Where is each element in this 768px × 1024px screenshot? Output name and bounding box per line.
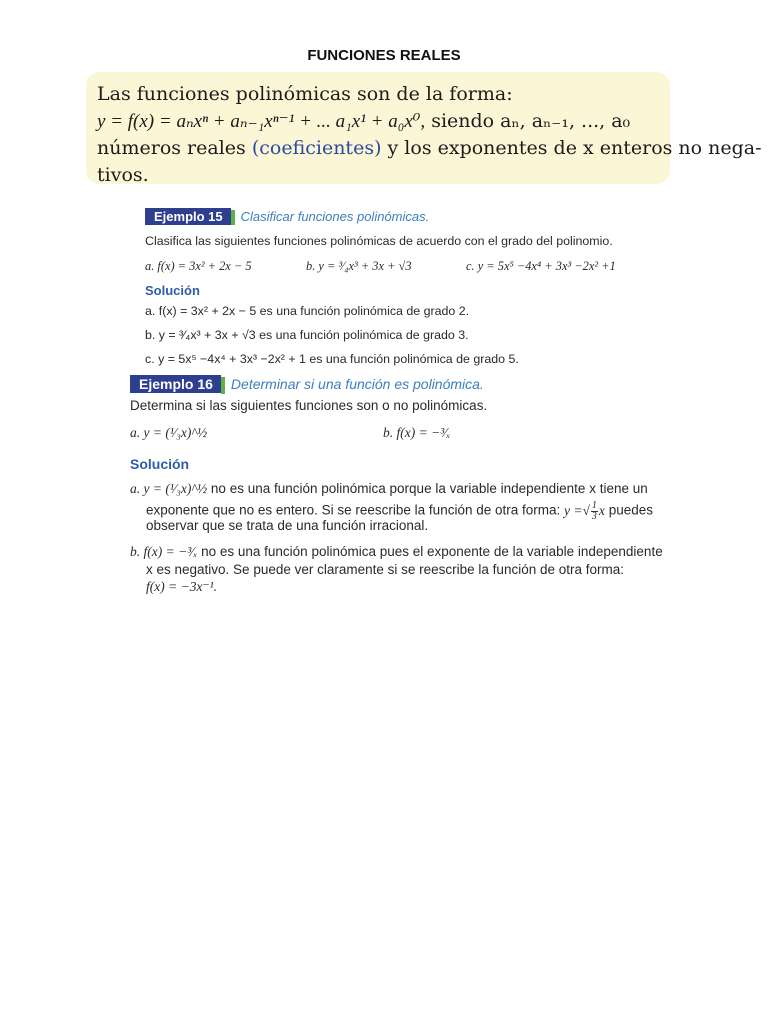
example16-solution-a-formula: a. y = (¹⁄₃x)^½ xyxy=(130,481,208,496)
page-title: FUNCIONES REALES xyxy=(307,47,461,64)
example16-item-b: b. f(x) = −³⁄ₓ xyxy=(383,425,451,440)
definition-formula: y = f(x) = aₙxⁿ + aₙ₋₁xⁿ⁻¹ + ... a₁x¹ + a₀x⁰, xyxy=(97,111,426,132)
example16-header xyxy=(130,375,484,394)
example16-solution-b-line1 xyxy=(130,544,663,560)
example16-solution-b-line3: f(x) = −3x⁻¹. xyxy=(146,579,217,594)
example16-item-a: a. y = (¹⁄₃x)^½ xyxy=(130,425,208,440)
example16-solution-a-text2: exponente que no es entero. Si se reescribe la función de otra forma: xyxy=(146,502,561,518)
example15-accent xyxy=(231,210,235,225)
definition-exponents: y los exponentes de x enteros no nega- xyxy=(387,137,762,159)
example15-item-b: b. y = ³⁄₄x³ + 3x + √3 xyxy=(306,259,412,273)
example15-solution-label: Solución xyxy=(145,283,200,298)
example16-solution-a-text: no es una función polinómica porque la variable independiente x tiene un xyxy=(210,481,648,496)
example16-solution-a-tail: puedes xyxy=(608,502,653,518)
example15-solution-c: c. y = 5x⁵ −4x⁴ + 3x³ −2x² + 1 es una función polinómica de grado 5. xyxy=(145,352,519,366)
example15-subtitle: Clasificar funciones polinómicas. xyxy=(240,209,430,224)
example16-solution-label: Solución xyxy=(130,456,190,472)
definition-tail: siendo aₙ, aₙ₋₁, ..., a₀ xyxy=(431,110,631,132)
definition-box xyxy=(86,72,762,186)
example15-item-a: a. f(x) = 3x² + 2x − 5 xyxy=(145,259,252,273)
definition-line-1: Las funciones polinómicas son de la forma: xyxy=(97,83,513,105)
example16-solution-a-line1 xyxy=(130,481,648,497)
example16-label: Ejemplo 16 xyxy=(130,375,221,393)
example15-header xyxy=(145,208,429,225)
example15-prompt: Clasifica las siguientes funciones polinómicas de acuerdo con el grado del polinomio. xyxy=(145,234,613,248)
definition-line-2 xyxy=(97,108,660,135)
definition-line-4: tivos. xyxy=(97,164,149,186)
example16-accent xyxy=(221,377,225,394)
definition-line-3 xyxy=(97,135,762,162)
example16-solution-b-formula: b. f(x) = −³⁄ₓ xyxy=(130,544,198,559)
example15-item-c: c. y = 5x⁵ −4x⁴ + 3x³ −2x² +1 xyxy=(466,259,616,273)
example16-solution-b-line2: x es negativo. Se puede ver claramente si se reescribe la función de otra forma: xyxy=(146,562,625,577)
example15-solution-a: a. f(x) = 3x² + 2x − 5 es una función polinómica de grado 2. xyxy=(145,304,470,318)
example16-subtitle: Determinar si una función es polinómica. xyxy=(230,376,484,392)
example16-solution-a-line3: observar que se trata de una función irracional. xyxy=(146,518,429,533)
example15-solution-b: b. y = ³⁄₄x³ + 3x + √3 es una función polinómica de grado 3. xyxy=(145,328,469,342)
definition-coefficients: (coeficientes) xyxy=(251,137,382,159)
example15-label: Ejemplo 15 xyxy=(145,208,231,225)
definition-reals: números reales xyxy=(97,137,246,159)
example16-solution-a-rewrite: y =√ $\frac{1}{3}$ x xyxy=(564,500,605,522)
example16-prompt: Determina si las siguientes funciones son o no polinómicas. xyxy=(130,398,488,413)
example16-solution-b-text: no es una función polinómica pues el exponente de la variable independiente xyxy=(201,544,663,559)
